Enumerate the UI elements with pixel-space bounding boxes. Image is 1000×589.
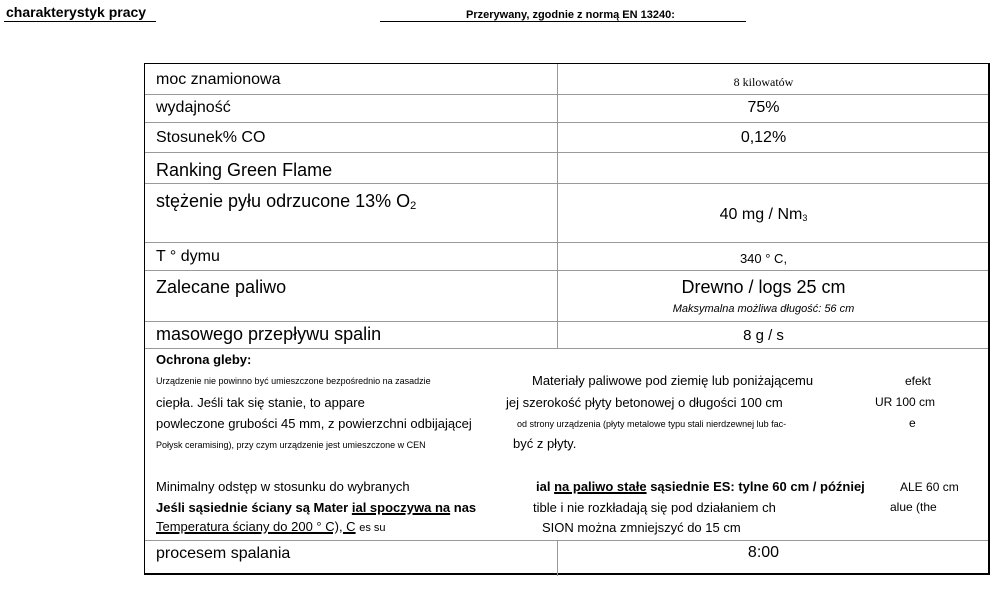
- floor-protection-text: jej szerokość płyty betonowej o długości 100 cm: [506, 395, 783, 410]
- row-value-smoke-temperature: 340 ° C,: [739, 251, 788, 266]
- floor-protection-text: od strony urządzenia (płyty metalowe typu stali nierdzewnej lub fac-: [517, 419, 787, 429]
- floor-protection-text: efekt: [905, 374, 932, 388]
- distance-text: Minimalny odstęp w stosunku do wybranych: [156, 479, 410, 494]
- row-value-rated-power: 8 kilowatów: [733, 75, 794, 89]
- row-label-smoke-temperature: T ° dymu: [156, 248, 220, 265]
- floor-protection-text: Połysk ceramising), przy czym urządzenie jest umieszczone w CEN: [156, 440, 426, 450]
- row-value-dust-concentration: 40 mg / Nm3: [719, 206, 808, 223]
- floor-protection-text: UR 100 cm: [875, 395, 936, 409]
- row-value-combustion-process: 8:00: [747, 544, 780, 561]
- row-label-green-flame: Ranking Green Flame: [156, 160, 333, 180]
- performance-table: [144, 63, 990, 575]
- standard-underline: [380, 21, 746, 22]
- row-value-recommended-fuel: Drewno / logs 25 cm: [681, 277, 846, 297]
- fuel-max-length-note: Maksymalna możliwa długość: 56 cm: [672, 303, 855, 315]
- distance-text: Temperatura ściany do 200 ° C), C es su: [156, 519, 386, 534]
- row-value-exhaust-flow: 8 g / s: [743, 327, 784, 344]
- row-label-dust-concentration: stężenie pyłu odrzucone 13% O2: [156, 191, 417, 212]
- distance-text: SION można zmniejszyć do 15 cm: [542, 520, 741, 535]
- floor-protection-text: ciepła. Jeśli tak się stanie, to appare: [156, 395, 365, 410]
- row-label-efficiency: wydajność: [156, 99, 231, 116]
- floor-protection-text: Urządzenie nie powinno być umieszczone bezpośrednio na zasadzie: [156, 376, 431, 386]
- row-label-combustion-process: procesem spalania: [156, 545, 291, 562]
- floor-protection-title: Ochrona gleby:: [156, 352, 252, 367]
- distance-text: tible i nie rozkładają się pod działaniem ch: [533, 500, 776, 515]
- standard-note: Przerywany, zgodnie z normą EN 13240:: [466, 9, 675, 21]
- row-value-efficiency: 75%: [747, 99, 780, 116]
- row-label-exhaust-flow: masowego przepływu spalin: [156, 324, 382, 344]
- row-value-co-ratio: 0,12%: [740, 129, 787, 146]
- document-title: charakterystyk pracy: [6, 4, 147, 20]
- distance-text: alue (the: [890, 500, 937, 514]
- title-underline: [4, 21, 156, 22]
- floor-protection-text: być z płyty.: [513, 436, 577, 451]
- distance-text: ial na paliwo stałe sąsiednie ES: tylne 60 cm / później: [536, 479, 865, 494]
- row-label-rated-power: moc znamionowa: [156, 71, 281, 88]
- floor-protection-text: e: [909, 416, 916, 430]
- row-label-co-ratio: Stosunek% CO: [156, 129, 266, 146]
- row-label-recommended-fuel: Zalecane paliwo: [156, 277, 287, 297]
- distance-text: Jeśli sąsiednie ściany są Mater ial spoczywa na nas: [156, 500, 477, 515]
- distance-text: ALE 60 cm: [900, 480, 959, 494]
- floor-protection-text: powleczone grubości 45 mm, z powierzchni odbijającej: [156, 416, 472, 431]
- floor-protection-text: Materiały paliwowe pod ziemię lub poniżającemu: [532, 373, 814, 388]
